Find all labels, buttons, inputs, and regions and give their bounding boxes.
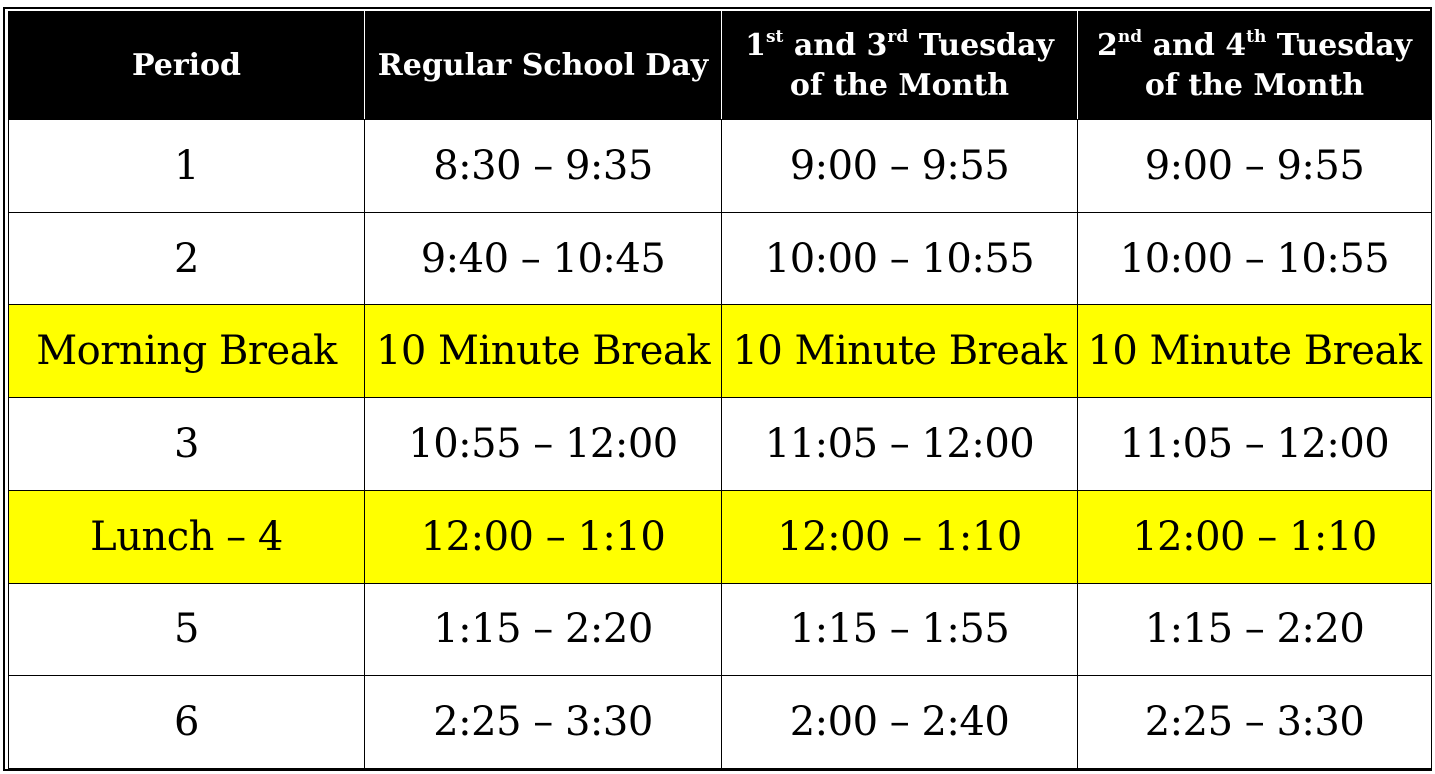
second-fourth-tuesday-cell: 10 Minute Break bbox=[1078, 305, 1432, 398]
table-row bbox=[9, 120, 1432, 213]
table-row bbox=[9, 583, 1432, 676]
header-first-third-line1 bbox=[722, 26, 1077, 66]
period-cell: 5 bbox=[9, 583, 365, 676]
regular-day-cell: 8:30 – 9:35 bbox=[365, 120, 722, 213]
header-first-third-tuesday bbox=[722, 12, 1078, 120]
header-first-third-sup-1: st bbox=[765, 26, 784, 47]
header-second-fourth-sup-2: nd bbox=[1117, 26, 1143, 47]
first-third-tuesday-cell: 12:00 – 1:10 bbox=[722, 490, 1078, 583]
regular-day-cell: 12:00 – 1:10 bbox=[365, 490, 722, 583]
second-fourth-tuesday-cell: 12:00 – 1:10 bbox=[1078, 490, 1432, 583]
header-period bbox=[9, 12, 365, 120]
period-cell: 1 bbox=[9, 120, 365, 213]
regular-day-cell: 10 Minute Break bbox=[365, 305, 722, 398]
header-second-fourth-ordinal-4: and 4 bbox=[1142, 27, 1247, 63]
header-second-fourth-tuesday-word: Tuesday bbox=[1266, 27, 1412, 63]
first-third-tuesday-cell: 11:05 – 12:00 bbox=[722, 398, 1078, 491]
first-third-tuesday-cell: 10 Minute Break bbox=[722, 305, 1078, 398]
header-first-third-line2: of the Month bbox=[789, 67, 1010, 103]
table-row bbox=[9, 212, 1432, 305]
regular-day-cell: 1:15 – 2:20 bbox=[365, 583, 722, 676]
header-first-third-ordinal-1: 1 bbox=[745, 27, 766, 63]
first-third-tuesday-cell: 1:15 – 1:55 bbox=[722, 583, 1078, 676]
table-row bbox=[9, 490, 1432, 583]
table-body bbox=[9, 120, 1432, 769]
first-third-tuesday-cell: 2:00 – 2:40 bbox=[722, 676, 1078, 769]
header-second-fourth-line1 bbox=[1078, 26, 1431, 66]
bell-schedule-table bbox=[8, 11, 1432, 769]
regular-day-cell: 2:25 – 3:30 bbox=[365, 676, 722, 769]
header-second-fourth-ordinal-2: 2 bbox=[1097, 27, 1118, 63]
period-cell: 2 bbox=[9, 212, 365, 305]
second-fourth-tuesday-cell: 2:25 – 3:30 bbox=[1078, 676, 1432, 769]
header-row bbox=[9, 12, 1432, 120]
regular-day-cell: 10:55 – 12:00 bbox=[365, 398, 722, 491]
second-fourth-tuesday-cell: 9:00 – 9:55 bbox=[1078, 120, 1432, 213]
header-period-label: Period bbox=[131, 47, 242, 83]
first-third-tuesday-cell: 9:00 – 9:55 bbox=[722, 120, 1078, 213]
header-regular-day bbox=[365, 12, 722, 120]
second-fourth-tuesday-cell: 10:00 – 10:55 bbox=[1078, 212, 1432, 305]
header-second-fourth-tuesday bbox=[1078, 12, 1432, 120]
period-cell: Lunch – 4 bbox=[9, 490, 365, 583]
period-cell: Morning Break bbox=[9, 305, 365, 398]
second-fourth-tuesday-cell: 11:05 – 12:00 bbox=[1078, 398, 1432, 491]
first-third-tuesday-cell: 10:00 – 10:55 bbox=[722, 212, 1078, 305]
header-second-fourth-line2: of the Month bbox=[1144, 67, 1365, 103]
header-second-fourth-sup-4: th bbox=[1246, 26, 1267, 47]
header-regular-day-label: Regular School Day bbox=[377, 47, 709, 83]
header-first-third-tuesday-word: Tuesday bbox=[908, 27, 1054, 63]
period-cell: 3 bbox=[9, 398, 365, 491]
header-first-third-ordinal-3: and 3 bbox=[783, 27, 888, 63]
header-first-third-sup-3: rd bbox=[887, 26, 909, 47]
table-row bbox=[9, 398, 1432, 491]
second-fourth-tuesday-cell: 1:15 – 2:20 bbox=[1078, 583, 1432, 676]
schedule-frame bbox=[3, 7, 1432, 771]
regular-day-cell: 9:40 – 10:45 bbox=[365, 212, 722, 305]
table-row bbox=[9, 305, 1432, 398]
period-cell: 6 bbox=[9, 676, 365, 769]
table-header bbox=[9, 12, 1432, 120]
table-row bbox=[9, 676, 1432, 769]
